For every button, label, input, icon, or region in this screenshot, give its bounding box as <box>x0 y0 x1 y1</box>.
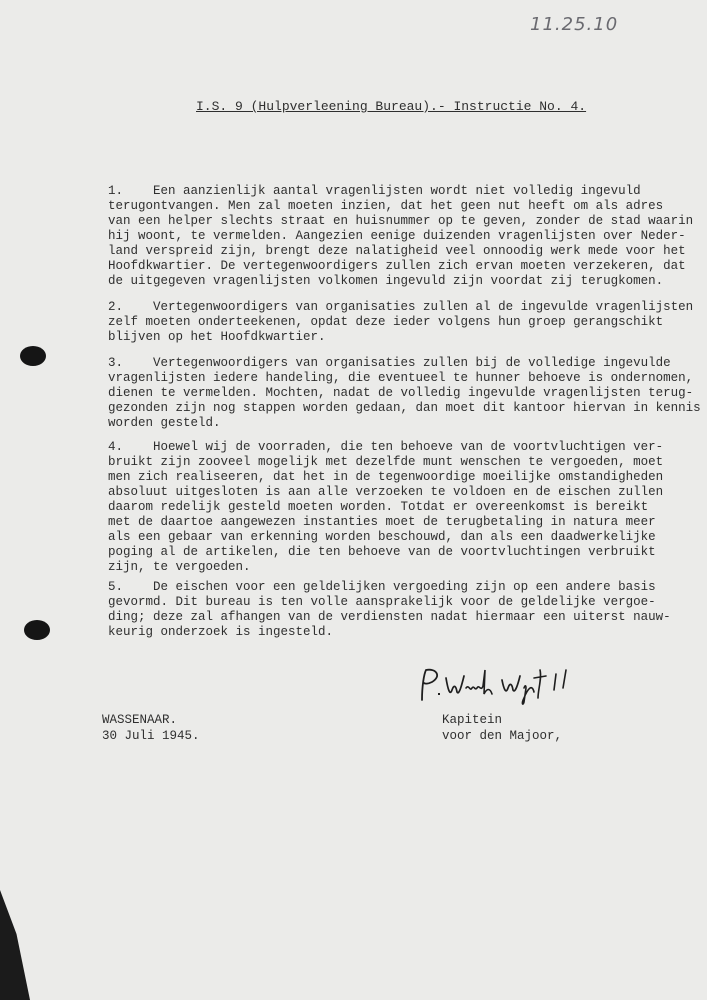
paragraph-line: absoluut uitgesloten is aan alle verzoeken te voldoen en de eischen zullen <box>108 485 664 499</box>
paragraph-line: Hoofdkwartier. De vertegenwoordigers zullen zich ervan moeten verzekeren, dat <box>108 259 686 273</box>
paragraph-2 <box>108 300 694 345</box>
paragraph-line: 2. Vertegenwoordigers van organisaties zullen al de ingevulde vragenlijsten <box>108 300 694 314</box>
signature-block <box>442 712 562 744</box>
paragraph-3 <box>108 356 701 431</box>
paragraph-line: de uitgegeven vragenlijsten volkomen ingevuld zijn voordat zij terugkomen. <box>108 274 664 288</box>
paragraph-line: blijven op het Hoofdkwartier. <box>108 330 326 344</box>
document-title: I.S. 9 (Hulpverleening Bureau).- Instructie No. 4. <box>196 99 587 114</box>
paragraph-line: als een gebaar van erkenning worden beschouwd, dan als een daadwerkelijke <box>108 530 656 544</box>
paragraph-line: worden gesteld. <box>108 416 221 430</box>
paragraph-line: gevormd. Dit bureau is ten volle aansprakelijk voor de geldelijke vergoe- <box>108 595 656 609</box>
paragraph-line: van een helper slechts straat en huisnummer op te geven, zonder de stad waarin <box>108 214 694 228</box>
paragraph-line: zijn, te vergoeden. <box>108 560 251 574</box>
place-and-date <box>102 712 200 744</box>
paragraph-line: terugontvangen. Men zal moeten inzien, dat het geen nut heeft om als adres <box>108 199 664 213</box>
punch-hole-top <box>20 346 46 366</box>
paragraph-line: met de daartoe aangewezen instanties moet de terugbetaling in natura meer <box>108 515 656 529</box>
paragraph-line: poging al de artikelen, die ten behoeve van de voortvluchtingen verbruikt <box>108 545 656 559</box>
place: WASSENAAR. <box>102 713 178 727</box>
paragraph-line: daarom redelijk gesteld moeten worden. Totdat er overeenkomst is bereikt <box>108 500 649 514</box>
handwritten-signature <box>416 664 586 708</box>
paragraph-line: 3. Vertegenwoordigers van organisaties zullen bij de volledige ingevulde <box>108 356 671 370</box>
signer-on-behalf: voor den Majoor, <box>442 729 563 743</box>
paragraph-1 <box>108 184 694 289</box>
paragraph-4 <box>108 440 664 575</box>
paragraph-line: 4. Hoewel wij de voorraden, die ten behoeve van de voortvluchtigen ver- <box>108 440 664 454</box>
reference-number: 11.25.10 <box>530 14 619 35</box>
paragraph-line: vragenlijsten iedere handeling, die eventueel te hunner behoeve is ondernomen, <box>108 371 694 385</box>
paragraph-line: gezonden zijn nog stappen worden gedaan, dan moet dit kantoor hiervan in kennis <box>108 401 701 415</box>
page-corner-shadow <box>0 890 30 1000</box>
date: 30 Juli 1945. <box>102 729 200 743</box>
paragraph-line: 5. De eischen voor een geldelijken vergoeding zijn op een andere basis <box>108 580 656 594</box>
signer-title: Kapitein <box>442 713 503 727</box>
punch-hole-bottom <box>24 620 50 640</box>
paragraph-line: keurig onderzoek is ingesteld. <box>108 625 334 639</box>
paragraph-line: zelf moeten onderteekenen, opdat deze ieder volgens hun groep gerangschikt <box>108 315 664 329</box>
paragraph-line: men zich realiseeren, dat het in de tegenwoordige moeilijke omstandigheden <box>108 470 664 484</box>
paragraph-line: 1. Een aanzienlijk aantal vragenlijsten wordt niet volledig ingevuld <box>108 184 641 198</box>
paragraph-line: bruikt zijn zooveel mogelijk met dezelfde munt wenschen te vergoeden, moet <box>108 455 664 469</box>
paragraph-line: hij woont, te vermelden. Aangezien eenige duizenden vragenlijsten over Neder- <box>108 229 686 243</box>
paragraph-line: ding; deze zal afhangen van de verdiensten nadat hiermaar een uiterst nauw- <box>108 610 671 624</box>
paragraph-5 <box>108 580 671 640</box>
paragraph-line: land verspreid zijn, brengt deze nalatigheid veel onnoodig werk mede voor het <box>108 244 686 258</box>
paragraph-line: dienen te vermelden. Mochten, nadat de volledig ingevulde vragenlijsten terug- <box>108 386 694 400</box>
